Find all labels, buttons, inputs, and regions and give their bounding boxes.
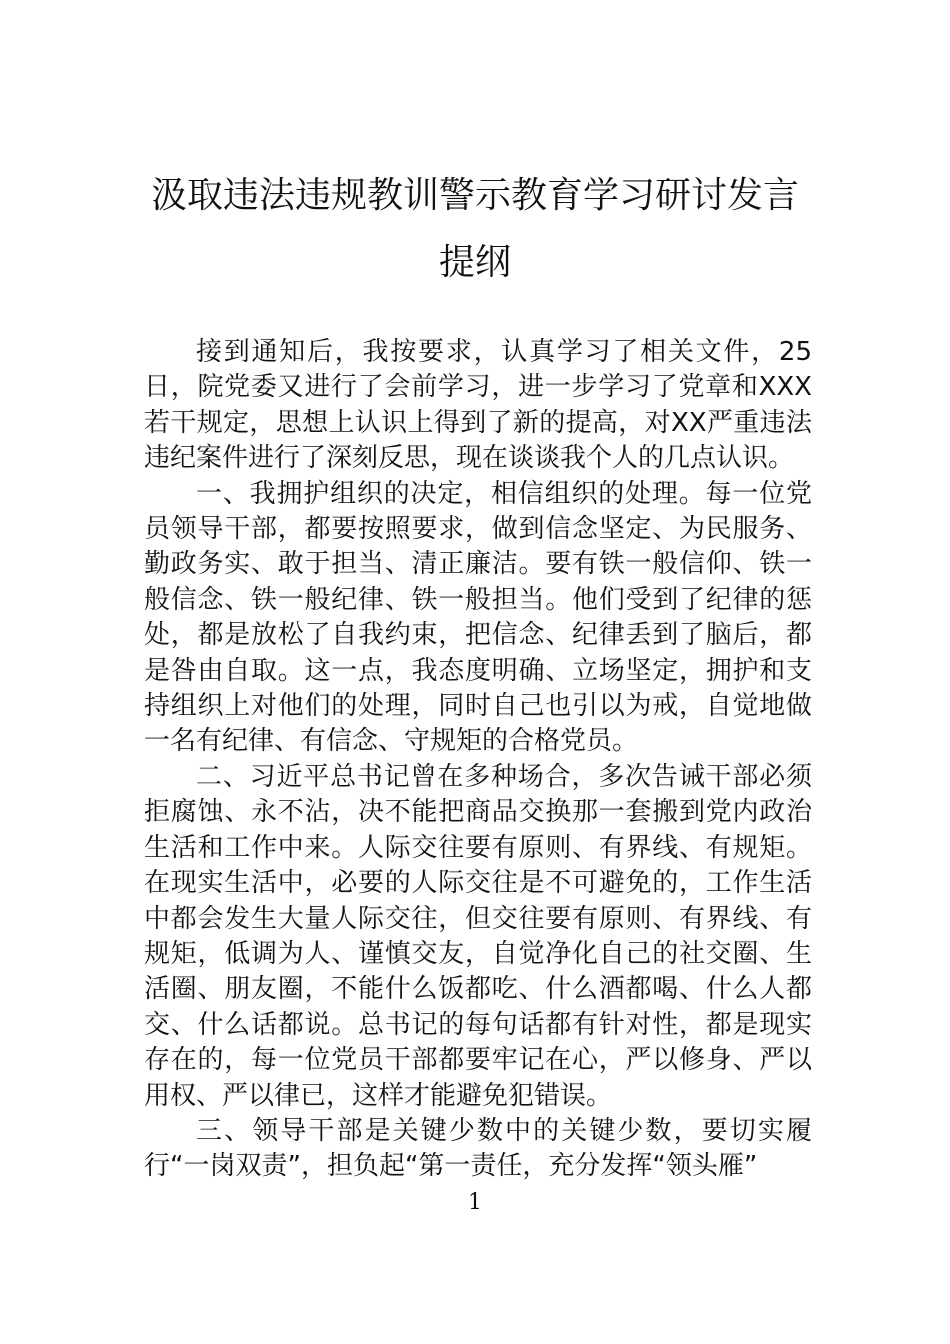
paragraph-point-one: 一、我拥护组织的决定，相信组织的处理。每一位党员领导干部，都要按照要求，做到信念坚定、为民服务、勤政务实、敢于担当、清正廉洁。要有铁一般信仰、铁一般信念、铁一般纪律、铁一般担当。他们受到了纪律的惩处，都是放松了自我约束，把信念、纪律丢到了脑后，都是咎由自取。这一点，我态度明确、立场坚定，拥护和支持组织上对他们的处理，同时自己也引以为戒，自觉地做一名有纪律、有信念、守规矩的合格党员。 [144,478,812,757]
paragraph-point-two: 二、习近平总书记曾在多种场合，多次告诫干部必须拒腐蚀、永不沾，决不能把商品交换那一套搬到党内政治生活和工作中来。人际交往要有原则、有界线、有规矩。在现实生活中，必要的人际交往是不可避免的，工作生活中都会发生大量人际交往，但交往要有原则、有界线、有规矩，低调为人、谨慎交友，自觉净化自己的社交圈、生活圈、朋友圈，不能什么饭都吃、什么酒都喝、什么人都交、什么话都说。总书记的每句话都有针对性，都是现实存在的，每一位党员干部都要牢记在心，严以修身、严以用权、严以律已，这样才能避免犯错误。 [144,761,812,1111]
paragraph-point-three: 三、领导干部是关键少数中的关键少数，要切实履行“一岗双责”，担负起“第一责任，充分发挥“领头雁” [144,1115,812,1182]
document-title-line-2: 提纲 [438,242,511,283]
paragraph-intro: 接到通知后，我按要求，认真学习了相关文件，25日，院党委又进行了会前学习，进一步学习了党章和XXX若干规定，思想上认识上得到了新的提高，对XX严重违法违纪案件进行了深刻反思，现在谈谈我个人的几点认识。 [144,337,812,474]
document-body [144,335,812,1185]
document-title-line-1: 汲取违法违规教训警示教育学习研讨发言 [150,175,799,216]
page-number: 1 [468,1190,482,1215]
